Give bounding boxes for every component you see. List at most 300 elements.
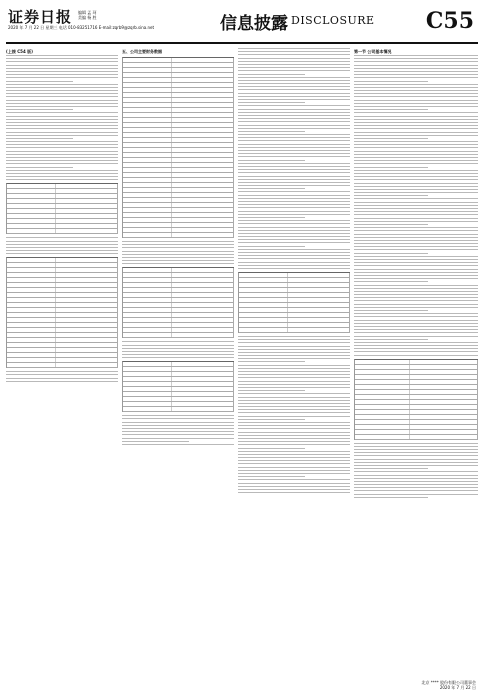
text-line <box>354 316 478 317</box>
text-line <box>6 81 73 82</box>
text-line <box>238 419 305 420</box>
text-line <box>6 141 118 142</box>
text-line <box>238 242 350 243</box>
text-line <box>354 449 478 450</box>
page-number: C55 <box>425 8 474 34</box>
text-line <box>122 428 234 429</box>
text-line <box>354 96 478 97</box>
text-line <box>238 83 350 84</box>
text-line <box>354 151 478 152</box>
text-line <box>238 368 350 369</box>
text-line <box>238 435 350 436</box>
text-line <box>6 112 118 113</box>
text-line <box>122 438 234 439</box>
text-line <box>354 211 478 212</box>
text-line <box>6 100 118 101</box>
text-line <box>6 371 118 372</box>
text-line <box>354 205 478 206</box>
text-line <box>238 432 350 433</box>
text-line <box>122 345 234 346</box>
text-line <box>238 255 350 256</box>
text-line <box>238 160 305 161</box>
text-line <box>238 412 350 413</box>
text-line <box>238 61 350 62</box>
text-line <box>6 77 118 78</box>
text-line <box>238 214 350 215</box>
text-line <box>6 381 118 382</box>
text-line <box>6 241 118 242</box>
text-line <box>238 134 350 135</box>
text-line <box>6 106 118 107</box>
text-line <box>354 163 478 164</box>
text-line <box>238 112 350 113</box>
text-line <box>6 58 118 59</box>
text-line <box>238 365 350 366</box>
text-line <box>122 354 234 355</box>
text-line <box>238 336 350 337</box>
text-line <box>354 157 478 158</box>
text-line <box>122 241 234 242</box>
text-line <box>122 254 234 255</box>
text-line <box>354 55 478 56</box>
text-line <box>238 492 350 493</box>
text-line <box>354 186 478 187</box>
text-line <box>6 103 118 104</box>
text-line <box>6 160 118 161</box>
text-line <box>354 475 478 476</box>
text-line <box>6 84 118 85</box>
text-line <box>354 74 478 75</box>
text-line <box>238 182 350 183</box>
text-column-3 <box>238 48 350 495</box>
table-column-2 <box>122 48 234 447</box>
text-line <box>354 455 478 456</box>
text-line <box>354 240 478 241</box>
text-line <box>238 195 350 196</box>
text-line <box>354 345 478 346</box>
text-line <box>354 243 478 244</box>
text-line <box>238 346 350 347</box>
text-line <box>354 135 478 136</box>
text-line <box>354 58 478 59</box>
text-line <box>238 486 350 487</box>
signature-block: 北京 **** 股份有限公司董事会 2020 年 7 月 22 日 <box>421 680 476 690</box>
text-line <box>6 157 118 158</box>
text-line <box>354 497 428 498</box>
text-line <box>238 339 350 340</box>
text-line <box>238 227 350 228</box>
text-line <box>354 93 478 94</box>
text-line <box>6 170 118 171</box>
text-line <box>238 390 305 391</box>
text-line <box>238 80 350 81</box>
data-table <box>122 57 234 238</box>
text-line <box>354 90 478 91</box>
text-line <box>354 224 428 225</box>
text-line <box>122 418 234 419</box>
text-line <box>354 494 478 495</box>
text-line <box>238 86 350 87</box>
text-line <box>354 214 478 215</box>
text-column-4 <box>354 48 478 500</box>
text-line <box>238 51 350 52</box>
text-line <box>238 371 350 372</box>
text-line <box>238 438 350 439</box>
table-row <box>123 407 234 412</box>
column-heading: 第一节 公司基本情况 <box>354 49 392 54</box>
text-line <box>354 310 428 311</box>
text-line <box>354 329 478 330</box>
text-line <box>6 128 118 129</box>
text-line <box>354 259 478 260</box>
text-line <box>354 122 478 123</box>
text-line <box>238 246 305 247</box>
text-line <box>238 409 350 410</box>
issue-meta: 2020 年 7 月 22 日 星期三 电话 010-83251716 E-mail:zqrb9@zqrb.sina.net <box>8 25 155 30</box>
table-row <box>239 328 350 333</box>
text-line <box>238 163 350 164</box>
text-line <box>6 65 118 66</box>
text-line <box>354 320 478 321</box>
section-title-en: DISCLOSURE <box>291 14 375 27</box>
text-line <box>354 281 428 282</box>
text-line <box>6 132 118 133</box>
text-line <box>354 170 478 171</box>
text-line <box>238 470 350 471</box>
text-line <box>238 89 350 90</box>
text-line <box>354 246 478 247</box>
text-line <box>122 257 234 258</box>
text-line <box>6 96 118 97</box>
text-line <box>6 151 118 152</box>
text-line <box>354 221 478 222</box>
text-line <box>238 99 350 100</box>
text-line <box>238 137 350 138</box>
masthead <box>6 6 478 44</box>
text-line <box>238 207 350 208</box>
text-line <box>6 154 118 155</box>
text-line <box>238 201 350 202</box>
text-line <box>238 457 350 458</box>
text-line <box>238 58 350 59</box>
text-line <box>238 77 350 78</box>
text-line <box>354 202 478 203</box>
text-line <box>238 236 350 237</box>
text-line <box>354 128 478 129</box>
text-line <box>354 179 478 180</box>
text-line <box>6 237 118 238</box>
text-line <box>238 185 350 186</box>
text-line <box>354 71 478 72</box>
text-line <box>6 90 118 91</box>
text-line <box>6 119 118 120</box>
text-line <box>238 70 350 71</box>
text-line <box>354 154 478 155</box>
text-line <box>122 260 234 261</box>
text-line <box>354 313 478 314</box>
text-line <box>238 355 350 356</box>
text-line <box>122 244 234 245</box>
text-line <box>354 61 478 62</box>
data-table <box>354 359 478 440</box>
text-line <box>238 230 350 231</box>
text-line <box>354 208 478 209</box>
text-line <box>6 250 118 251</box>
text-line <box>6 163 118 164</box>
text-line <box>238 489 350 490</box>
text-column-1 <box>6 48 118 384</box>
text-line <box>238 428 350 429</box>
text-line <box>354 189 478 190</box>
text-line <box>354 256 478 257</box>
text-line <box>354 249 478 250</box>
text-line <box>354 339 428 340</box>
text-line <box>354 176 478 177</box>
text-line <box>238 416 350 417</box>
text-line <box>6 173 118 174</box>
text-line <box>238 166 350 167</box>
text-line <box>238 172 350 173</box>
text-line <box>122 425 234 426</box>
text-line <box>354 487 478 488</box>
data-table <box>122 267 234 338</box>
table-row <box>355 435 478 440</box>
data-table <box>6 257 118 368</box>
text-line <box>238 479 350 480</box>
text-line <box>238 384 350 385</box>
text-line <box>238 262 350 263</box>
text-line <box>238 403 350 404</box>
text-line <box>238 67 350 68</box>
table-row <box>7 229 118 234</box>
text-line <box>354 269 478 270</box>
text-line <box>238 377 350 378</box>
text-line <box>6 122 118 123</box>
text-line <box>6 74 118 75</box>
text-line <box>238 342 350 343</box>
text-line <box>354 462 478 463</box>
text-line <box>6 93 118 94</box>
text-line <box>354 87 478 88</box>
text-line <box>354 307 478 308</box>
text-line <box>6 147 118 148</box>
text-line <box>238 448 305 449</box>
text-line <box>354 218 478 219</box>
text-line <box>354 253 428 254</box>
text-line <box>238 48 350 49</box>
text-line <box>238 352 350 353</box>
text-line <box>122 422 234 423</box>
text-line <box>354 478 478 479</box>
text-line <box>238 441 350 442</box>
text-line <box>354 471 478 472</box>
text-line <box>6 144 118 145</box>
text-line <box>354 192 478 193</box>
text-line <box>238 422 350 423</box>
text-line <box>354 103 478 104</box>
text-line <box>6 87 118 88</box>
text-line <box>6 109 73 110</box>
text-line <box>238 156 350 157</box>
text-line <box>238 54 350 55</box>
text-line <box>354 119 478 120</box>
text-line <box>354 77 478 78</box>
text-line <box>354 332 478 333</box>
editor-credit: 编辑 孟 珂 美编 杨 胜 <box>78 10 97 20</box>
text-line <box>354 484 478 485</box>
text-line <box>354 355 478 356</box>
text-line <box>238 349 350 350</box>
text-line <box>354 195 428 196</box>
text-line <box>122 348 234 349</box>
text-line <box>122 251 234 252</box>
text-line <box>238 463 350 464</box>
text-line <box>354 144 478 145</box>
text-line <box>6 374 118 375</box>
text-line <box>354 465 478 466</box>
text-line <box>238 115 350 116</box>
text-line <box>238 176 350 177</box>
text-line <box>238 147 350 148</box>
text-line <box>354 68 478 69</box>
data-table <box>122 361 234 412</box>
text-line <box>122 263 234 264</box>
text-line <box>122 434 234 435</box>
text-line <box>354 160 478 161</box>
column-heading: 五、公司主要财务数据 <box>122 49 162 54</box>
text-line <box>354 237 478 238</box>
text-line <box>354 288 478 289</box>
text-line <box>238 121 350 122</box>
text-line <box>354 278 478 279</box>
data-table <box>6 183 118 234</box>
text-line <box>238 198 350 199</box>
text-line <box>6 55 118 56</box>
text-line <box>354 262 478 263</box>
text-line <box>238 105 350 106</box>
text-line <box>6 135 118 136</box>
text-line <box>238 74 305 75</box>
column-heading: (上接 C54 版) <box>6 49 33 54</box>
text-line <box>238 211 350 212</box>
text-line <box>238 131 305 132</box>
text-line <box>238 125 350 126</box>
text-line <box>238 179 350 180</box>
text-line <box>354 323 478 324</box>
text-line <box>238 96 350 97</box>
text-line <box>238 451 350 452</box>
text-line <box>238 102 305 103</box>
text-line <box>6 167 73 168</box>
text-line <box>354 285 478 286</box>
text-line <box>354 65 478 66</box>
text-line <box>354 116 478 117</box>
section-title: 信息披露 <box>220 14 288 34</box>
text-line <box>238 109 350 110</box>
text-line <box>354 297 478 298</box>
text-line <box>238 191 350 192</box>
text-line <box>354 326 478 327</box>
text-line <box>238 249 350 250</box>
text-line <box>6 244 118 245</box>
text-line <box>122 341 234 342</box>
text-line <box>122 444 234 445</box>
text-line <box>238 217 305 218</box>
text-line <box>6 247 118 248</box>
text-line <box>238 64 350 65</box>
text-line <box>354 141 478 142</box>
text-line <box>238 252 350 253</box>
text-line <box>238 454 350 455</box>
text-line <box>354 183 478 184</box>
text-line <box>238 483 350 484</box>
text-line <box>6 378 118 379</box>
text-line <box>238 381 350 382</box>
text-line <box>238 220 350 221</box>
text-line <box>354 468 428 469</box>
text-line <box>122 247 234 248</box>
text-line <box>238 128 350 129</box>
text-line <box>354 452 478 453</box>
text-line <box>6 125 118 126</box>
text-line <box>238 425 350 426</box>
text-line <box>238 93 350 94</box>
newspaper-logo: 证券日报 <box>8 8 73 26</box>
text-line <box>238 467 350 468</box>
text-line <box>354 336 478 337</box>
text-line <box>122 357 234 358</box>
text-line <box>122 351 234 352</box>
text-line <box>122 441 189 442</box>
text-line <box>238 473 350 474</box>
text-line <box>238 265 350 266</box>
text-line <box>6 116 118 117</box>
text-line <box>354 227 478 228</box>
text-line <box>238 258 350 259</box>
text-line <box>238 223 350 224</box>
text-line <box>238 444 350 445</box>
text-line <box>238 153 350 154</box>
text-line <box>238 144 350 145</box>
text-line <box>238 400 350 401</box>
text-line <box>122 431 234 432</box>
text-line <box>238 406 350 407</box>
text-line <box>354 459 478 460</box>
text-line <box>354 100 478 101</box>
data-table <box>238 272 350 333</box>
text-line <box>238 268 350 269</box>
text-line <box>354 342 478 343</box>
text-line <box>122 415 234 416</box>
text-line <box>238 140 350 141</box>
text-line <box>354 132 478 133</box>
table-row <box>7 363 118 368</box>
text-line <box>354 291 478 292</box>
text-line <box>354 481 478 482</box>
text-line <box>6 176 118 177</box>
text-line <box>354 106 478 107</box>
text-line <box>6 253 118 254</box>
text-line <box>238 169 350 170</box>
text-line <box>238 118 350 119</box>
text-line <box>238 233 350 234</box>
text-line <box>238 358 350 359</box>
text-line <box>354 81 428 82</box>
text-line <box>354 109 428 110</box>
text-line <box>354 147 478 148</box>
text-line <box>354 294 478 295</box>
text-line <box>238 397 350 398</box>
